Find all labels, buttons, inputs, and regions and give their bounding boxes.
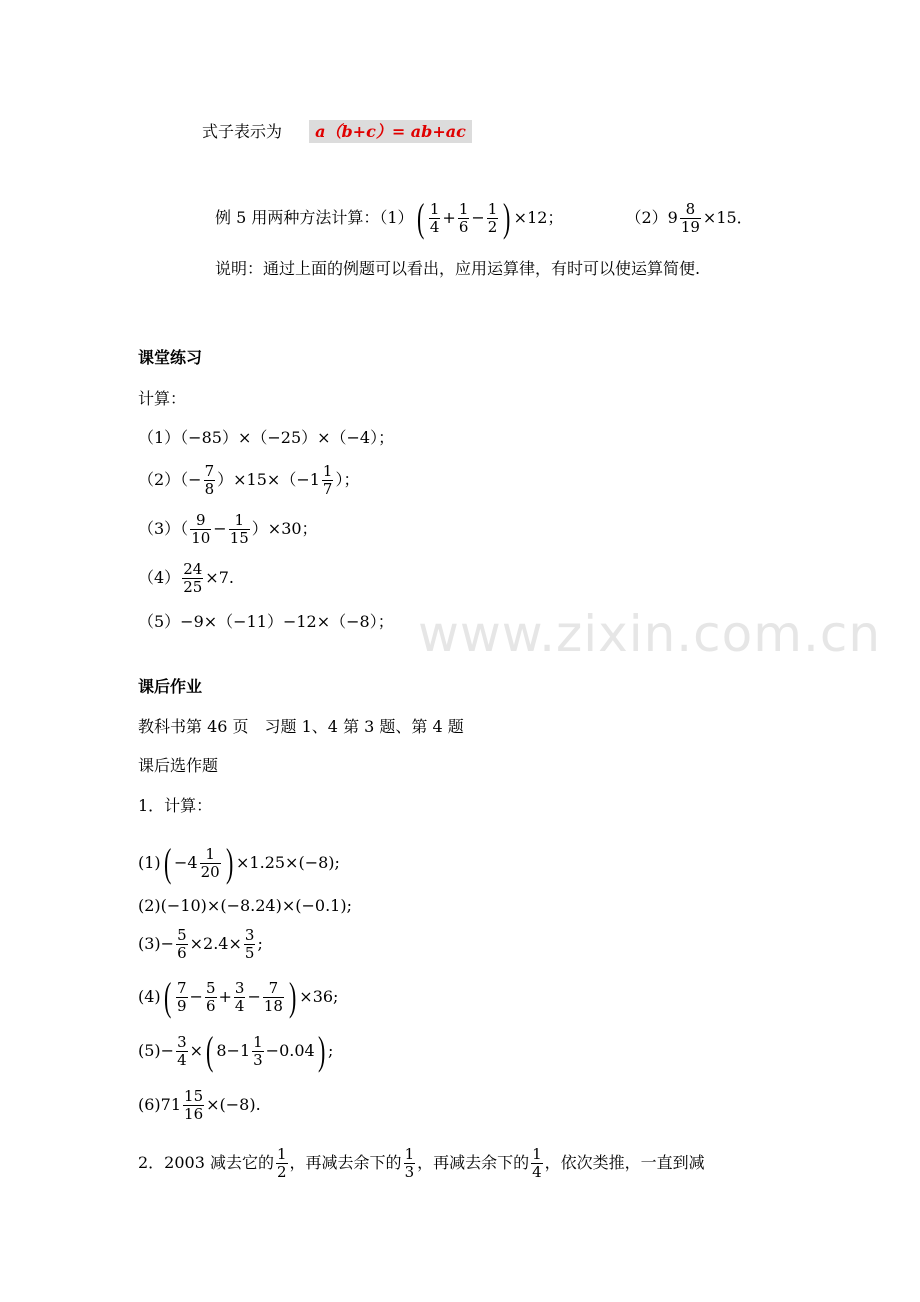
practice-q2: （2）（− $\frac{7}{8}$ ）×15×（−1 $\frac{1}{7}$ ）； xyxy=(138,461,360,498)
fraction: $\frac{8}{19}$ xyxy=(680,199,700,236)
fraction: $\frac{7}{18}$ xyxy=(263,978,283,1015)
formula-label: 式子表示为 xyxy=(202,122,283,141)
example-5-tail: ×12； xyxy=(513,208,564,227)
example-5-prefix: 例 5 用两种方法计算：（1） xyxy=(215,208,414,227)
fraction: $\frac{9}{10}$ xyxy=(191,510,211,547)
practice-heading: 课堂练习 xyxy=(138,348,203,367)
fraction: $\frac{3}{5}$ xyxy=(244,925,255,962)
fraction: $\frac{15}{16}$ xyxy=(184,1086,204,1123)
fraction: $\frac{24}{25}$ xyxy=(183,559,203,596)
exercise-4: (4) ( $\frac{7}{9}$ − $\frac{5}{6}$ + $\frac{3}{4}$ − $\frac{7}{18}$ ) ×36; xyxy=(138,974,339,1019)
left-paren: ( xyxy=(416,195,424,240)
practice-q1: （1）（−85）×（−25）×（−4）； xyxy=(138,428,395,447)
right-paren: ) xyxy=(225,840,234,885)
left-paren: ( xyxy=(163,974,172,1019)
left-paren: ( xyxy=(206,1028,214,1073)
exercise-3: (3)− $\frac{5}{6}$ ×2.4× $\frac{3}{5}$ ; xyxy=(138,925,263,962)
practice-q3: （3）（ $\frac{9}{10}$ − $\frac{1}{15}$ ）×30； xyxy=(138,510,318,547)
example-5-part2-prefix: （2）9 xyxy=(625,208,678,227)
fraction: $\frac{1}{4}$ xyxy=(429,199,440,236)
practice-intro: 计算： xyxy=(138,389,187,408)
fraction: $\frac{1}{15}$ xyxy=(229,510,249,547)
fraction: $\frac{3}{4}$ xyxy=(177,1032,187,1069)
exercise-5: (5)− $\frac{3}{4}$ × ( 8−1 $\frac{1}{3}$ −0.04 ) ; xyxy=(138,1028,334,1073)
exercise-2: (2)(−10)×(−8.24)×(−0.1); xyxy=(138,896,352,915)
fraction: $\frac{5}{6}$ xyxy=(205,978,216,1015)
right-paren: ) xyxy=(288,974,297,1019)
example-5 xyxy=(215,190,753,246)
practice-q5: （5）−9×（−11）−12×（−8）； xyxy=(138,612,394,631)
fraction: $\frac{1}{4}$ xyxy=(532,1144,542,1181)
homework-line2: 课后选作题 xyxy=(138,756,219,775)
formula-line xyxy=(202,122,472,142)
homework-line1: 教科书第 46 页 习题 1、4 第 3 题、第 4 题 xyxy=(138,717,464,736)
distributive-formula: a（b+c）= ab+ac xyxy=(309,120,472,143)
fraction: $\frac{1}{2}$ xyxy=(487,199,498,236)
exercise-1: (1) ( −4 $\frac{1}{20}$ ) ×1.25×(−8); xyxy=(138,840,340,885)
homework-heading: 课后作业 xyxy=(138,677,203,696)
exercise-6: (6)71 $\frac{15}{16}$ ×(−8). xyxy=(138,1086,261,1123)
operator: − xyxy=(471,208,485,227)
fraction: $\frac{1}{3}$ xyxy=(404,1144,415,1181)
fraction: $\frac{1}{3}$ xyxy=(253,1032,263,1069)
note-text: 说明：通过上面的例题可以看出，应用运算律，有时可以使运算简便. xyxy=(215,259,701,278)
fraction: $\frac{3}{4}$ xyxy=(234,978,245,1015)
left-paren: ( xyxy=(163,840,172,885)
operator: + xyxy=(442,208,456,227)
problem-2: 2．2003 减去它的 $\frac{1}{2}$ ，再减去余下的 $\frac{1}{3}$ ，再减去余下的 $\frac{1}{4}$ ，依次类推，一直到减 xyxy=(138,1144,705,1181)
fraction: $\frac{1}{2}$ xyxy=(277,1144,287,1181)
fraction: $\frac{7}{9}$ xyxy=(177,978,187,1015)
fraction: $\frac{7}{8}$ xyxy=(204,461,215,498)
fraction: $\frac{5}{6}$ xyxy=(177,925,187,962)
homework-item1: 1．计算： xyxy=(138,796,213,815)
practice-q4: （4） $\frac{24}{25}$ ×7. xyxy=(138,559,234,596)
right-paren: ) xyxy=(317,1028,326,1073)
fraction: $\frac{1}{7}$ xyxy=(322,461,333,498)
right-paren: ) xyxy=(503,195,511,240)
fraction: $\frac{1}{20}$ xyxy=(200,844,220,881)
watermark: www.zixin.com.cn xyxy=(418,605,882,663)
fraction: $\frac{1}{6}$ xyxy=(458,199,469,236)
example-5-part2-tail: ×15． xyxy=(702,208,753,227)
